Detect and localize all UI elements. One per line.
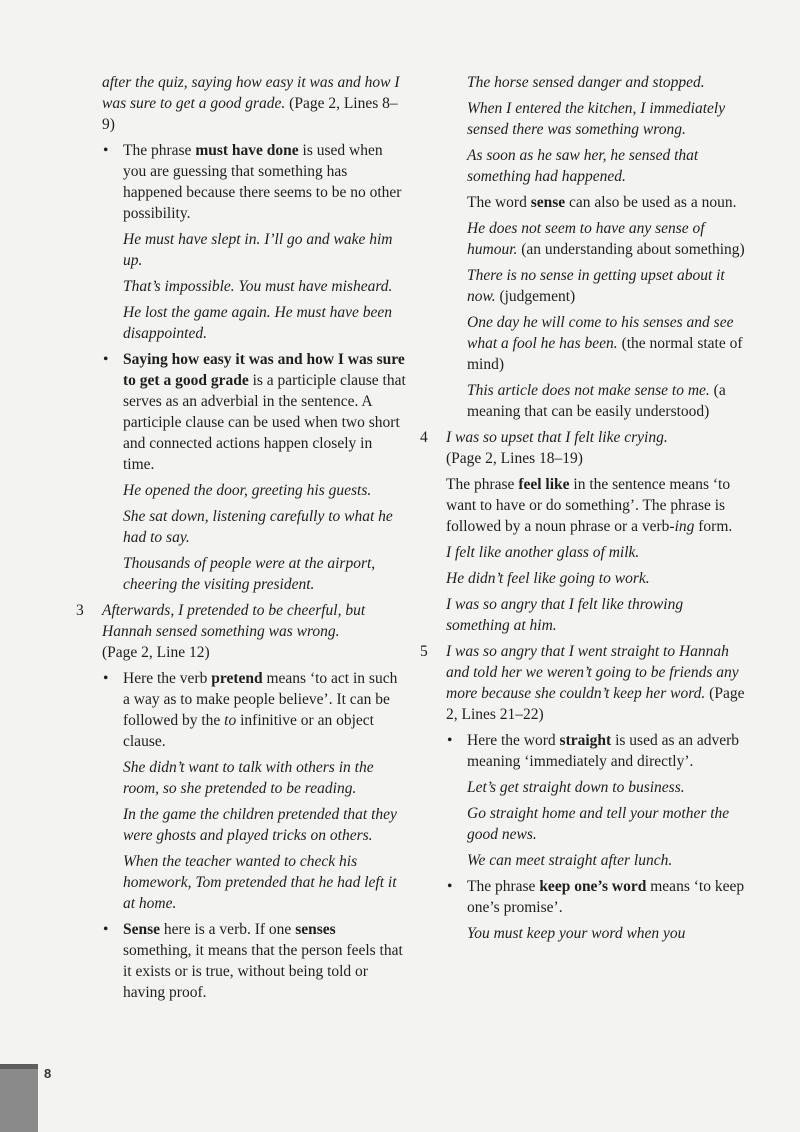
gloss: (judgement) [495,288,576,305]
intro-ref: (Page 2, Lines 8–9) [102,95,398,133]
text: means ‘to act in such a way as to make people believe’. It can be followed by the [123,670,398,729]
item-number: 5 [420,643,428,660]
text: can also be used as a noun. [565,194,737,211]
text: here is a verb. If one [160,921,296,938]
text: means ‘to keep one’s promise’. [467,878,745,916]
intro-quote [76,72,406,135]
page-tab [0,1064,38,1132]
noun-example [420,265,750,307]
text: The phrase [467,878,540,895]
keyword: Saying how easy it was and how I was sure to get a good grade [123,351,405,389]
bullet-dot: • [103,670,109,687]
bullet-sense [76,919,406,1003]
example: When I entered the kitchen, I immediately sensed there was something wrong. [467,100,726,138]
item-quote: Afterwards, I pretended to be cheerful, but Hannah sensed something was wrong. [102,602,366,640]
bullet-dot: • [103,351,109,368]
text-italic: to [224,712,237,729]
example: I felt like another glass of milk. [446,544,640,561]
text: Here the verb [123,670,212,687]
page-tab-top [0,1064,38,1069]
bullet-pretend [76,668,406,752]
sense-noun-note [420,192,750,213]
bullet-participle-clause [76,349,406,475]
example: The horse sensed danger and stopped. [467,74,705,91]
text: The phrase [123,142,196,159]
example: That’s impossible. You must have misheard. [123,278,393,295]
keyword: must have done [195,142,299,159]
bullet-dot: • [103,921,109,938]
item-ref: (Page 2, Lines 21–22) [446,685,745,723]
example-italic: One day he will come to his senses and see what a fool he has been. [467,314,734,352]
item-ref: (Page 2, Line 12) [102,644,210,661]
bullet-keep-word [420,876,750,918]
text: The word [467,194,531,211]
page-number: 8 [44,1066,52,1081]
bullet-dot: • [447,878,453,895]
text: is used when you are guessing that something has happened because there seems to be no other possibility. [123,142,402,222]
example: We can meet straight after lunch. [467,852,673,869]
text: in the sentence means ‘to want to have or do something’. The phrase is followed by a noun phrase or a verb- [446,476,731,535]
left-column [76,72,406,1008]
example: As soon as he saw her, he sensed that something had happened. [467,147,699,185]
text: form. [694,518,733,535]
example: He didn’t feel like going to work. [446,570,650,587]
example: Go straight home and tell your mother the good news. [467,805,730,843]
noun-example [420,218,750,260]
right-column [420,72,750,949]
text: The phrase [446,476,519,493]
text: infinitive or an object clause. [123,712,374,750]
example: Let’s get straight down to business. [467,779,685,796]
example: You must keep your word when you [467,925,686,942]
example: In the game the children pretended that they were ghosts and played tricks on others. [123,806,397,844]
example: She sat down, listening carefully to what he had to say. [123,508,393,546]
keyword: feel like [518,476,570,493]
text-italic: ing [674,518,695,535]
keyword: Sense [123,921,161,938]
keyword: straight [559,732,612,749]
example: He opened the door, greeting his guests. [123,482,372,499]
example: I was so angry that I felt like throwing something at him. [446,596,684,634]
example-italic: There is no sense in getting upset about it now. [467,267,725,305]
gloss: (an understanding about something) [517,241,745,258]
item-4 [420,427,750,469]
bullet-dot: • [103,142,109,159]
item-ref: (Page 2, Lines 18–19) [446,450,583,467]
example: He lost the game again. He must have been disappointed. [123,304,393,342]
example-italic: He does not seem to have any sense of humour. [467,220,705,258]
keyword: keep one’s word [539,878,647,895]
item-number: 4 [420,429,428,446]
item-5 [420,641,750,725]
gloss: (a meaning that can be easily understood) [467,382,726,420]
example: When the teacher wanted to check his homework, Tom pretended that he had left it at home. [123,853,397,912]
item-quote: I was so upset that I felt like crying. [446,429,668,446]
gloss: (the normal state of mind) [467,335,743,373]
noun-example [420,380,750,422]
item-number: 3 [76,602,84,619]
example: She didn’t want to talk with others in the room, so she pretended to be reading. [123,759,374,797]
text: something, it means that the person feels that it exists or is true, without being told or having proof. [123,942,403,1001]
feel-like-note [420,474,750,537]
keyword: pretend [211,670,263,687]
example-italic: This article does not make sense to me. [467,382,710,399]
noun-example [420,312,750,375]
keyword: senses [295,921,336,938]
example: He must have slept in. I’ll go and wake him up. [123,231,393,269]
bullet-must-have-done [76,140,406,224]
item-quote: I was so angry that I went straight to Hannah and told her we weren’t going to be friends any more because she couldn’t keep her word. [446,643,739,702]
intro-italic: after the quiz, saying how easy it was and how I was sure to get a good grade. [102,74,400,112]
bullet-dot: • [447,732,453,749]
item-3 [76,600,406,663]
bullet-straight [420,730,750,772]
keyword: sense [530,194,566,211]
text: Here the word [467,732,560,749]
text: is a participle clause that serves as an adverbial in the sentence. A participle clause can be used when two short and connected actions happen closely in time. [123,372,406,473]
text: is used as an adverb meaning ‘immediately and directly’. [467,732,740,770]
example: Thousands of people were at the airport, cheering the visiting president. [123,555,376,593]
